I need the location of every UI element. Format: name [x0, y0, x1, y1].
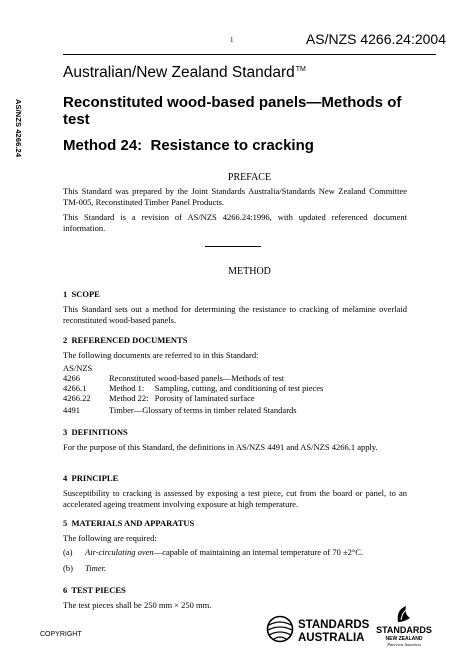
reference-item	[63, 373, 284, 383]
materials-intro: The following are required:	[63, 533, 157, 543]
logo2-line2: NEW ZEALAND	[385, 636, 423, 642]
logo1-line2: AUSTRALIA	[298, 632, 365, 644]
document-title: Reconstituted wood-based panels—Methods of test	[63, 94, 402, 128]
materials-heading: 5 MATERIALS AND APPARATUS	[63, 518, 195, 528]
list-text: —capable of maintaining an internal temperature of 70 ±2°C.	[153, 547, 364, 557]
list-item	[63, 563, 106, 573]
list-item	[63, 547, 363, 557]
logo1-line1: STANDARDS	[298, 619, 370, 631]
test-pieces-heading: 6 TEST PIECES	[63, 585, 126, 595]
reference-item	[63, 393, 255, 403]
logo2-line1: STANDARDS	[376, 625, 432, 635]
page-number: 1	[230, 36, 234, 44]
scope-text: This Standard sets out a method for determining the resistance to cracking of melamine overlaid reconstituted wood-based panels.	[63, 304, 407, 325]
reference-title: Timber—Glossary of terms in timber related Standards	[109, 405, 297, 415]
list-term: Air-circulating oven	[85, 547, 154, 557]
fern-icon	[398, 606, 410, 622]
references-heading: 2 REFERENCED DOCUMENTS	[63, 335, 188, 345]
reference-title: Method 22: Porosity of laminated surface	[109, 393, 255, 403]
logo2-line3: Paerewa Aotearoa	[387, 642, 421, 647]
preface-divider	[205, 246, 261, 247]
references-intro: The following documents are referred to in this Standard:	[63, 350, 259, 360]
reference-item	[63, 383, 323, 393]
method-heading: METHOD	[228, 266, 271, 277]
reference-number: 4266.1	[63, 383, 87, 393]
references-group: AS/NZS	[63, 363, 93, 373]
reference-number: 4266	[63, 373, 80, 383]
scope-heading: 1 SCOPE	[63, 289, 100, 299]
copyright-label: COPYRIGHT	[40, 631, 82, 638]
preface-paragraph-2: This Standard is a revision of AS/NZS 4266.24:1996, with updated referenced document information.	[63, 212, 407, 233]
list-term: Timer.	[85, 563, 107, 573]
list-marker: (a)	[63, 547, 73, 557]
reference-number: 4266.22	[63, 393, 91, 403]
method-title: Method 24: Resistance to cracking	[63, 137, 314, 154]
principle-heading: 4 PRINCIPLE	[63, 473, 119, 483]
list-marker: (b)	[63, 563, 73, 573]
standard-number: AS/NZS 4266.24:2004	[305, 31, 446, 47]
reference-number: 4491	[63, 405, 80, 415]
trademark-mark: TM	[295, 65, 306, 73]
standards-new-zealand-logo	[368, 602, 440, 648]
preface-heading: PREFACE	[227, 172, 272, 183]
header-rule	[63, 54, 436, 55]
test-pieces-text: The test pieces shall be 250 mm × 250 mm.	[63, 600, 212, 610]
standard-type	[63, 64, 306, 82]
definitions-heading: 3 DEFINITIONS	[63, 427, 128, 437]
definitions-text: For the purpose of this Standard, the definitions in AS/NZS 4491 and AS/NZS 4266.1 apply.	[63, 442, 378, 452]
reference-title: Reconstituted wood-based panels—Methods of test	[109, 373, 285, 383]
preface-paragraph-1: This Standard was prepared by the Joint Standards Australia/Standards New Zealand Committee TM-005, Reconstituted Timber Panel Products.	[63, 186, 407, 207]
side-label: AS/NZS 4266.24	[14, 99, 23, 158]
reference-title: Method 1: Sampling, cutting, and conditioning of test pieces	[109, 383, 324, 393]
globe-icon	[268, 617, 293, 642]
standards-australia-logo	[266, 612, 370, 646]
reference-item	[63, 405, 297, 415]
standard-type-text: Australian/New Zealand Standard	[63, 64, 295, 81]
principle-text: Susceptibility to cracking is assessed by exposing a test piece, cut from the board or panel, to an accelerated ageing treatment involving exposure at high temperature.	[63, 488, 407, 509]
